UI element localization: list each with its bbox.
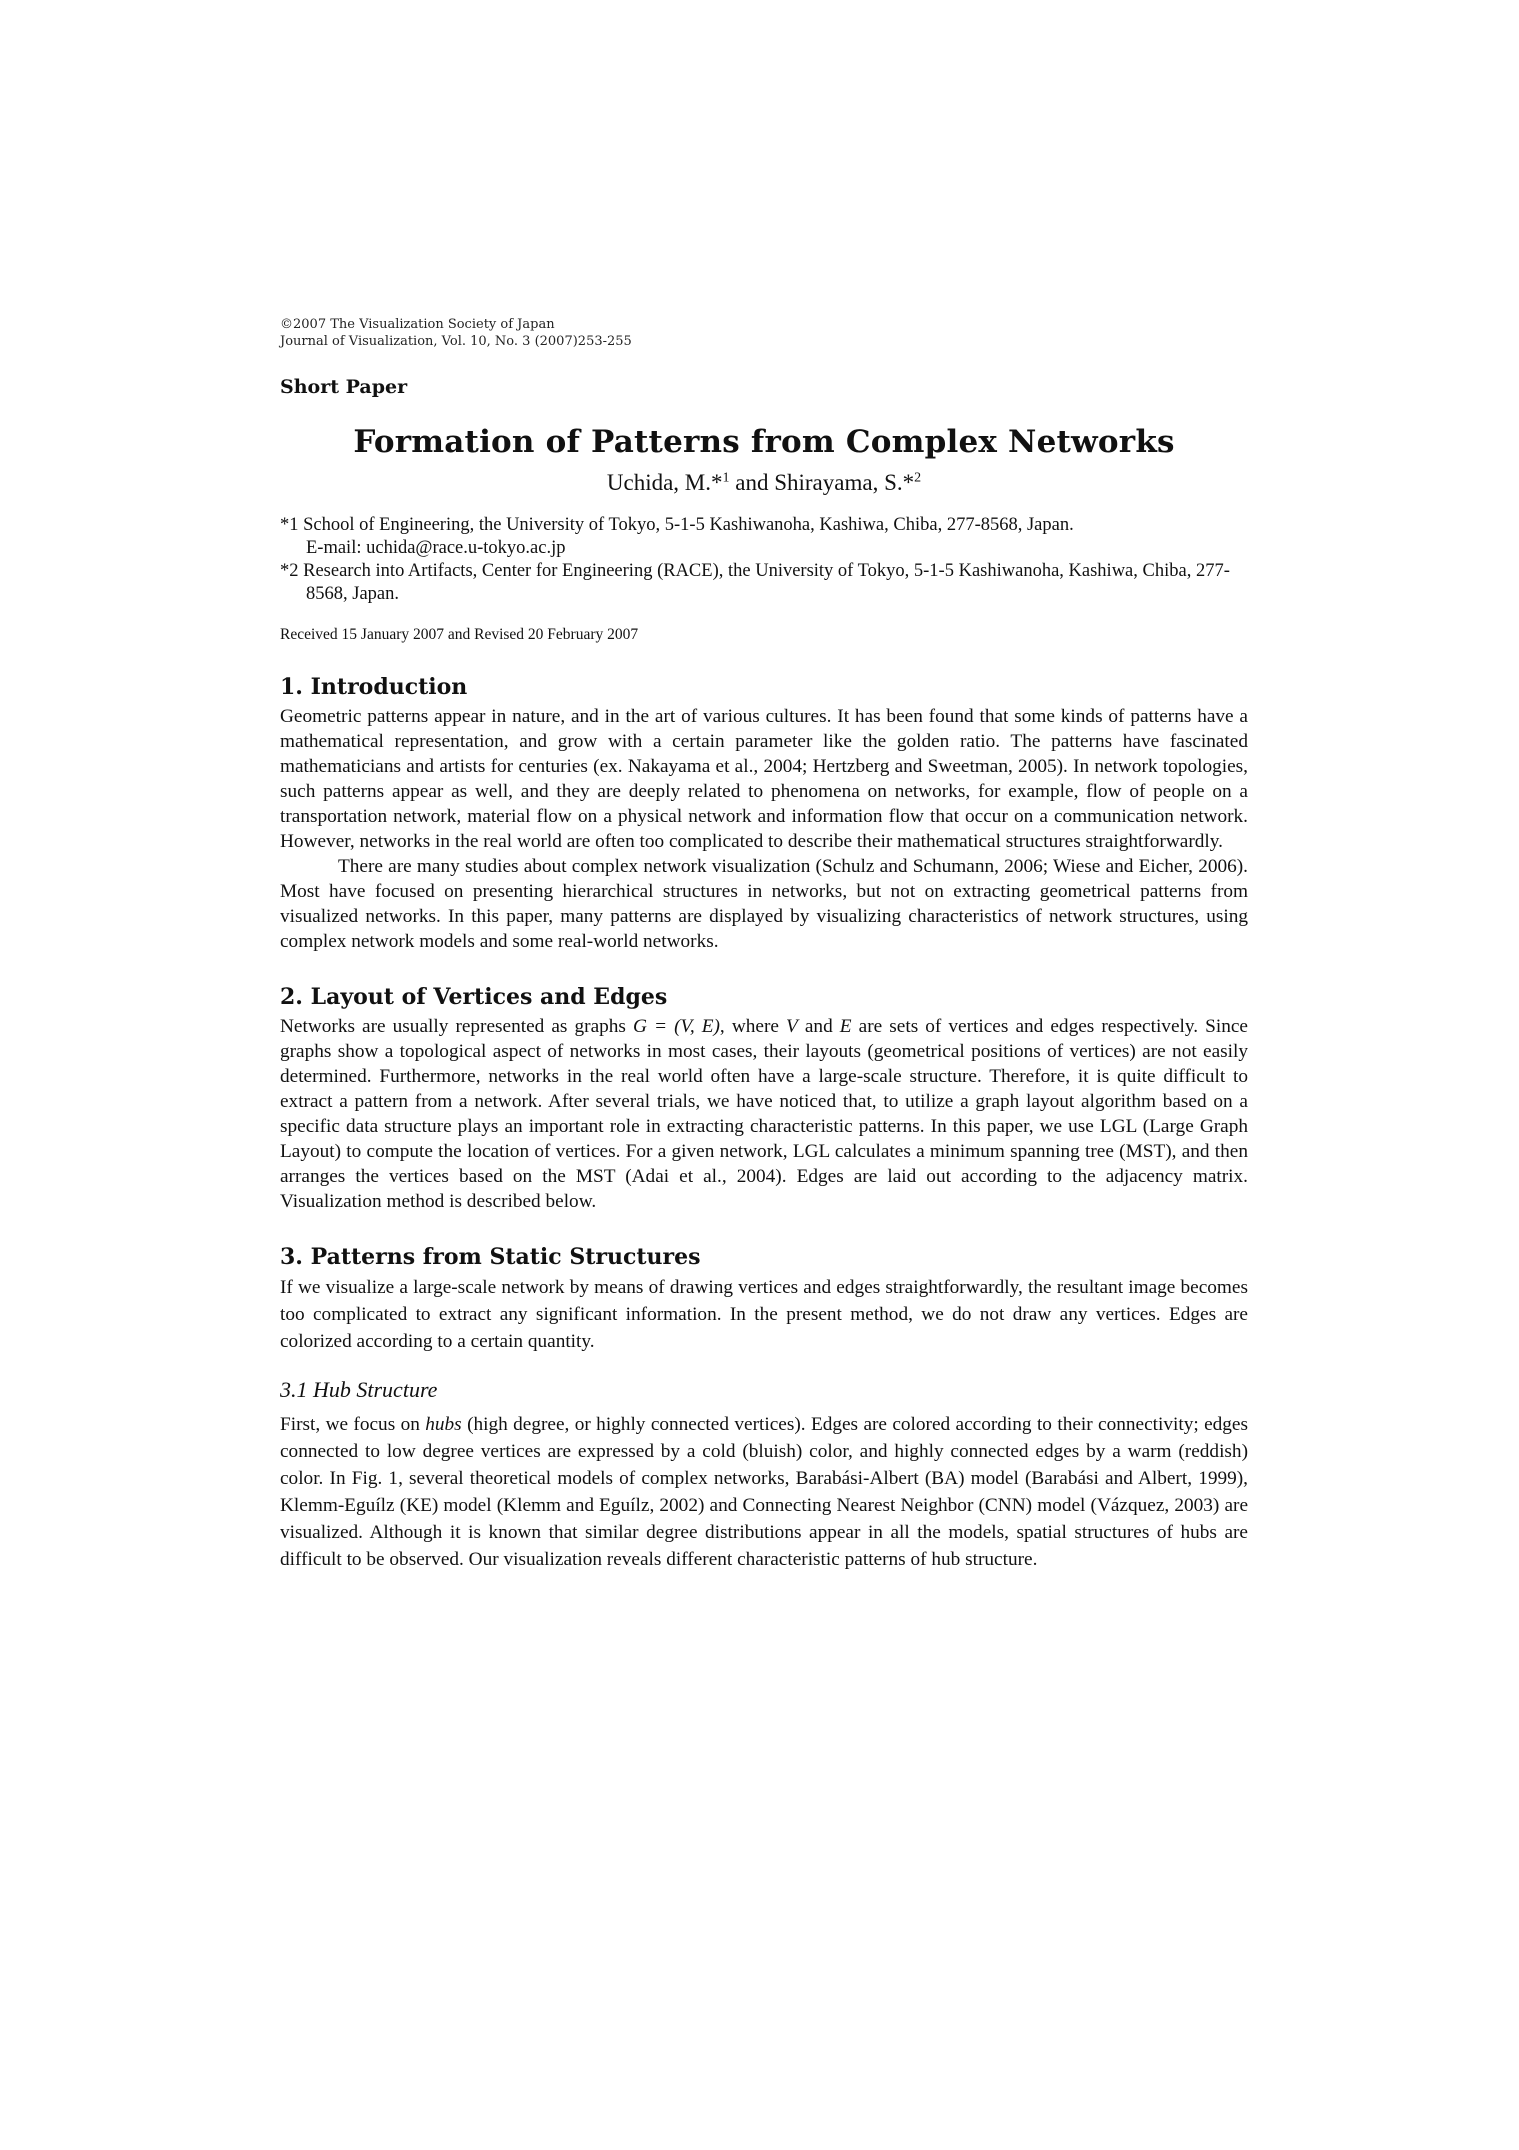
layout-text-end: are sets of vertices and edges respectively. Since graphs show a topological aspect of networks in most cases, their layouts (geometrical positions of vertices) are not easily determined. Furthermore, networks in the real world often have a large-scale structure. Therefore, it is quite difficult to extract a pattern from a network. After several trials, we have noticed that, to utilize a graph layout algorithm based on a specific data structure plays an important role in extracting characteristic patterns. In this paper, we use LGL (Large Graph Layout) to compute the location of vertices. For a given network, LGL calculates a minimum spanning tree (MST), and then arranges the vertices based on the MST (Adai et al., 2004). Edges are laid out according to the adjacency matrix. Visualization method is described below. <box>280 1016 1248 1212</box>
author-2: Shirayama, S.* <box>774 470 915 495</box>
section-heading-introduction: 1. Introduction <box>280 674 468 700</box>
hub-structure-paragraph <box>280 1411 1248 1573</box>
layout-text-start: Networks are usually represented as graphs <box>280 1016 634 1037</box>
affiliation-1: *1 School of Engineering, the University of Tokyo, 5-1-5 Kashiwanoha, Kashiwa, Chiba, 277-8568, Japan. <box>280 515 1074 535</box>
author-1: Uchida, M.* <box>606 470 723 495</box>
edge-set-symbol: E <box>839 1016 852 1037</box>
received-dates: Received 15 January 2007 and Revised 20 February 2007 <box>280 626 639 643</box>
author-email: E-mail: uchida@race.u-tokyo.ac.jp <box>306 538 566 558</box>
page-content <box>280 316 1248 1573</box>
author-line <box>280 470 1248 496</box>
author-2-mark: 2 <box>914 470 922 486</box>
hub-text-end: (high degree, or highly connected vertices). Edges are colored according to their connectivity; edges connected to low degree vertices are expressed by a cold (bluish) color, and highly connected edges by a warm (reddish) color. In Fig. 1, several theoretical models of complex networks, Barabási-Albert (BA) model (Barabási and Albert, 1999), Klemm-Eguílz (KE) model (Klemm and Eguílz, 2002) and Connecting Nearest Neighbor (CNN) model (Vázquez, 2003) are visualized. Although it is known that similar degree distributions appear in all the models, spatial structures of hubs are difficult to be observed. Our visualization reveals different characteristic patterns of hub structure. <box>280 1414 1248 1570</box>
subsection-heading-hub-structure: 3.1 Hub Structure <box>280 1377 438 1402</box>
layout-paragraph <box>280 1014 1248 1214</box>
introduction-paragraph-1: Geometric patterns appear in nature, and in the art of various cultures. It has been found that some kinds of patterns have a mathematical representation, and grow with a certain parameter like the golden ratio. The patterns have fascinated mathematicians and artists for centuries (ex. Nakayama et al., 2004; Hertzberg and Sweetman, 2005). In network topologies, such patterns appear as well, and they are deeply related to phenomena on networks, for example, flow of people on a transportation network, material flow on a physical network and information flow that occur on a communication network. However, networks in the real world are often too complicated to describe their mathematical structures straightforwardly. <box>280 706 1248 852</box>
hubs-emphasis: hubs <box>425 1414 462 1435</box>
layout-text-mid-2: and <box>797 1016 840 1037</box>
introduction-paragraph-2: There are many studies about complex network visualization (Schulz and Schumann, 2006; Wiese and Eicher, 2006). Most have focused on presenting hierarchical structures in networks, but not on extracting geometrical patterns from visualized networks. In this paper, many patterns are displayed by visualizing characteristics of network structures, using complex network models and some real-world networks. <box>280 856 1248 952</box>
author-1-mark: 1 <box>722 470 730 486</box>
author-joiner: and <box>729 470 775 495</box>
vertex-set-symbol: V <box>786 1016 798 1037</box>
graph-notation: G = (V, E) <box>633 1016 720 1037</box>
layout-text-mid-1: , where <box>719 1016 787 1037</box>
affiliations <box>280 514 1248 606</box>
paper-type-label: Short Paper <box>280 376 408 398</box>
journal-citation: Journal of Visualization, Vol. 10, No. 3 (2007)253-255 <box>280 334 632 349</box>
section-heading-layout: 2. Layout of Vertices and Edges <box>280 984 668 1010</box>
hub-text-start: First, we focus on <box>280 1414 426 1435</box>
paper-title: Formation of Patterns from Complex Networks <box>353 424 1175 460</box>
affiliation-2: *2 Research into Artifacts, Center for Engineering (RACE), the University of Tokyo, 5-1-5 Kashiwanoha, Kashiwa, Chiba, 277-8568, Japan. <box>280 561 1230 604</box>
patterns-paragraph: If we visualize a large-scale network by means of drawing vertices and edges straightforwardly, the resultant image becomes too complicated to extract any significant information. In the present method, we do not draw any vertices. Edges are colorized according to a certain quantity. <box>280 1277 1248 1352</box>
section-heading-patterns: 3. Patterns from Static Structures <box>280 1244 701 1270</box>
copyright-line: ©2007 The Visualization Society of Japan <box>280 317 555 332</box>
